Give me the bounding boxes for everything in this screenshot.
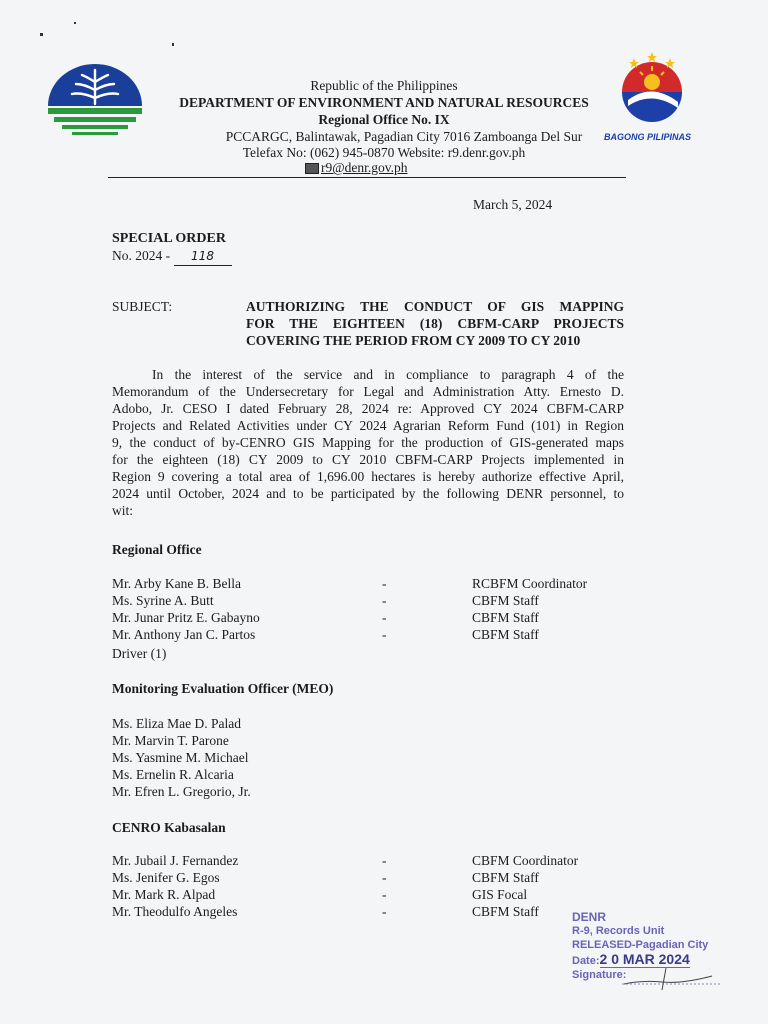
personnel-row: [112, 852, 632, 869]
order-number-prefix: No. 2024 -: [112, 248, 171, 263]
scan-speck: [172, 43, 174, 46]
meo-name: Ms. Eliza Mae D. Palad: [112, 716, 241, 731]
body-line: Memorandum of the Undersecretary for Legal and Administration Atty. Ernesto D.: [112, 384, 624, 399]
personnel-name: Mr. Anthony Jan C. Partos: [112, 627, 256, 642]
personnel-name: Mr. Junar Pritz E. Gabayno: [112, 610, 260, 625]
stamp-signature-scribble: [622, 962, 722, 992]
personnel-position: CBFM Staff: [472, 593, 539, 608]
scan-speck: [74, 22, 76, 24]
subject-line: FOR THE EIGHTEEN (18) CBFM-CARP PROJECTS: [246, 316, 624, 331]
row-dash: -: [382, 904, 387, 919]
stamp-line: RELEASED-Pagadian City: [572, 939, 709, 951]
personnel-name: Mr. Arby Kane B. Bella: [112, 576, 241, 591]
special-order-title: SPECIAL ORDER: [112, 231, 226, 246]
body-line: Projects and Related Activities under CY 2024 Agrarian Reform Fund (101) in Region: [112, 418, 624, 433]
stamp-line: R-9, Records Unit: [572, 925, 665, 937]
stamp-date-label: Date:: [572, 955, 600, 967]
personnel-position: CBFM Staff: [472, 627, 539, 642]
subject-text: [246, 298, 624, 349]
body-line: for the eighteen (18) CY 2009 to CY 2010 CBFM-CARP Projects implemented in: [112, 452, 624, 467]
personnel-position: CBFM Coordinator: [472, 853, 579, 868]
row-dash: -: [382, 853, 387, 868]
personnel-position: RCBFM Coordinator: [472, 576, 588, 591]
personnel-name: Mr. Jubail J. Fernandez: [112, 853, 239, 868]
personnel-position: GIS Focal: [472, 887, 528, 902]
personnel-row: [112, 869, 632, 886]
body-line: Region 9 covering a total area of 1,696.00 hectares is hereby authorize effective April,: [112, 469, 624, 484]
office-email-row: [305, 160, 408, 176]
row-dash: -: [382, 593, 387, 608]
meo-heading: Monitoring Evaluation Officer (MEO): [112, 681, 334, 696]
meo-name: Mr. Marvin T. Parone: [112, 733, 229, 748]
bagong-pilipinas-label: BAGONG PILIPINAS: [604, 132, 692, 142]
personnel-row: [112, 903, 632, 920]
row-dash: -: [382, 627, 387, 642]
cenro-heading: CENRO Kabasalan: [112, 820, 226, 835]
row-dash: -: [382, 610, 387, 625]
row-dash: -: [382, 870, 387, 885]
body-line: wit:: [112, 503, 134, 518]
document-date: March 5, 2024: [473, 197, 553, 212]
personnel-row: [112, 592, 632, 609]
meo-name: Mr. Efren L. Gregorio, Jr.: [112, 784, 251, 799]
row-dash: -: [382, 887, 387, 902]
driver-line: Driver (1): [112, 646, 167, 661]
stamp-signature-label: Signature:: [572, 969, 627, 981]
personnel-position: CBFM Staff: [472, 610, 539, 625]
row-dash: -: [382, 576, 387, 591]
republic-line: Republic of the Philippines: [310, 78, 458, 93]
personnel-position: CBFM Staff: [472, 904, 539, 919]
stamp-date-value: 2 0 MAR 2024: [599, 951, 690, 967]
personnel-name: Mr. Theodulfo Angeles: [112, 904, 238, 919]
body-line: 9, the conduct of by-CENRO GIS Mapping for the production of GIS-generated maps: [112, 435, 624, 450]
body-paragraph: [112, 366, 624, 519]
personnel-name: Ms. Jenifer G. Egos: [112, 870, 220, 885]
order-number-handwritten: 118: [174, 248, 232, 266]
department-name: DEPARTMENT OF ENVIRONMENT AND NATURAL RESOURCES: [179, 95, 589, 110]
personnel-name: Mr. Mark R. Alpad: [112, 887, 216, 902]
personnel-row: [112, 626, 632, 643]
header-divider: [108, 177, 626, 178]
body-line: 2024 until October, 2024 and to be participated by the following DENR personnel, to: [112, 486, 624, 501]
body-line: Adobo, Jr. CESO I dated February 28, 2024 re: Approved CY 2024 CBFM-CARP: [112, 401, 624, 416]
office-address: PCCARGC, Balintawak, Pagadian City 7016 Zamboanga Del Sur: [225, 129, 583, 144]
email-icon: [305, 163, 319, 174]
meo-name: Ms. Yasmine M. Michael: [112, 750, 249, 765]
office-email[interactable]: r9@denr.gov.ph: [321, 160, 408, 175]
office-contact: Telefax No: (062) 945-0870 Website: r9.denr.gov.ph: [242, 145, 526, 160]
subject-label: SUBJECT:: [112, 299, 173, 314]
scan-speck: [40, 33, 43, 36]
subject-line: AUTHORIZING THE CONDUCT OF GIS MAPPING: [246, 299, 624, 314]
personnel-name: Ms. Syrine A. Butt: [112, 593, 214, 608]
stamp-line: DENR: [572, 910, 607, 924]
body-line: In the interest of the service and in compliance to paragraph 4 of the: [152, 367, 624, 382]
personnel-position: CBFM Staff: [472, 870, 539, 885]
personnel-row: [112, 886, 632, 903]
regional-office: Regional Office No. IX: [318, 112, 450, 127]
subject-line: COVERING THE PERIOD FROM CY 2009 TO CY 2010: [246, 333, 581, 348]
personnel-row: [112, 609, 632, 626]
order-number: [112, 247, 232, 266]
regional-office-heading: Regional Office: [112, 542, 202, 557]
meo-name: Ms. Ernelin R. Alcaria: [112, 767, 234, 782]
personnel-row: [112, 575, 632, 592]
